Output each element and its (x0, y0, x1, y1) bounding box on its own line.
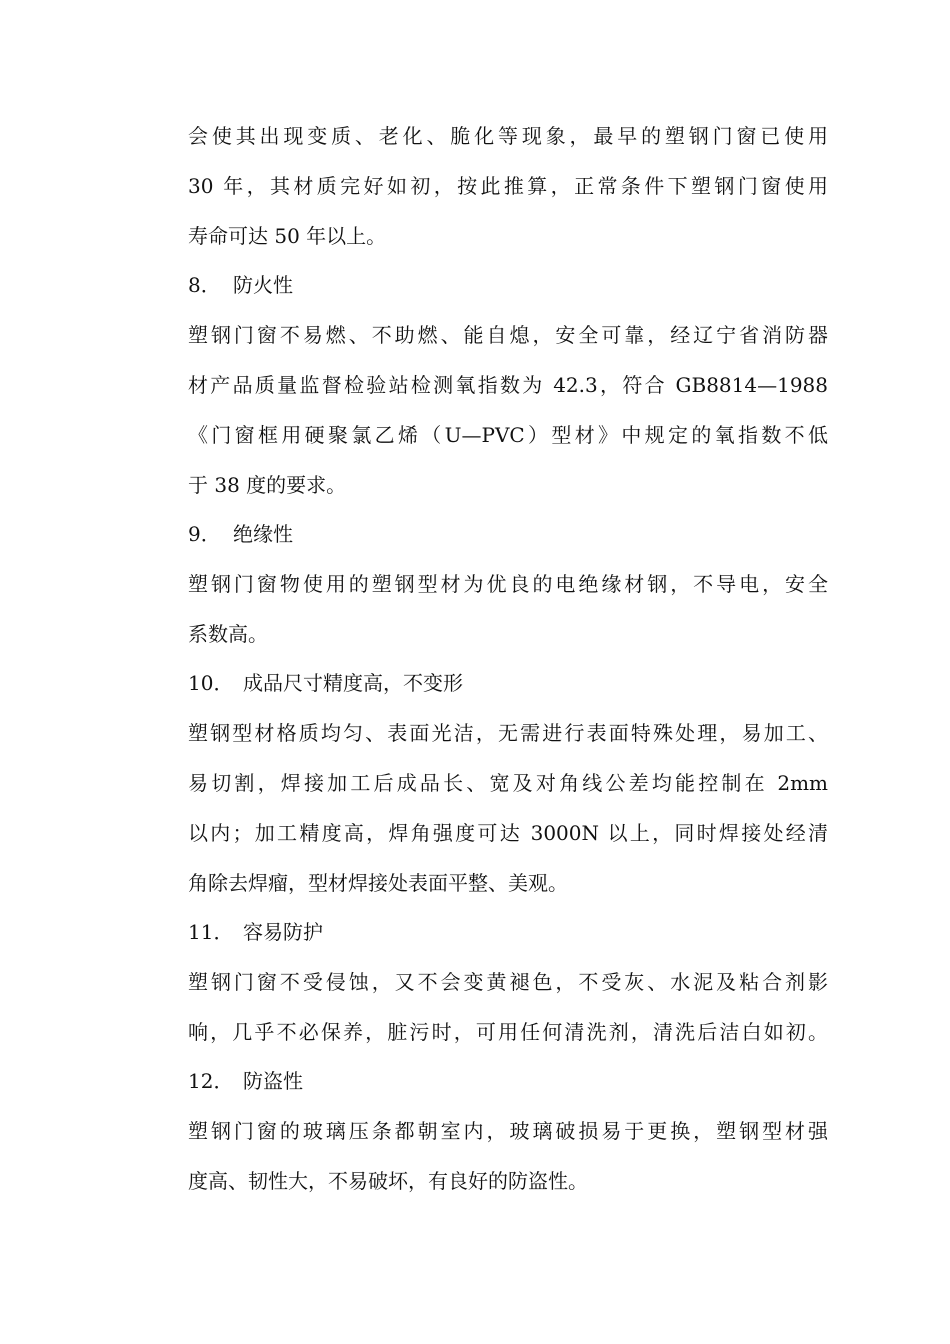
section-title: 防盗性 (243, 1069, 303, 1093)
section-number: 8． (188, 273, 221, 297)
text-line: 于 38 度的要求。 (188, 473, 347, 497)
section-title: 绝缘性 (233, 522, 293, 546)
text-line: 塑钢门窗不易燃、不助燃、能自熄，安全可靠，经辽宁省消防器 (188, 323, 828, 347)
text-line: 响，几乎不必保养，脏污时，可用任何清洗剂，清洗后洁白如初。 (188, 1020, 828, 1044)
text-line: 度高、韧性大，不易破坏，有良好的防盗性。 (188, 1169, 588, 1193)
section-heading (188, 518, 828, 550)
text-line: 材产品质量监督检验站检测氧指数为 42.3，符合 GB8814—1988 (188, 373, 828, 397)
text-line: 以内；加工精度高，焊角强度可达 3000N 以上，同时焊接处经清 (188, 821, 828, 845)
text-line: 塑钢门窗物使用的塑钢型材为优良的电绝缘材钢，不导电，安全 (188, 572, 828, 596)
text-line: 寿命可达 50 年以上。 (188, 224, 387, 248)
text-line: 塑钢门窗的玻璃压条都朝室内，玻璃破损易于更换，塑钢型材强 (188, 1119, 828, 1143)
text-line: 会使其出现变质、老化、脆化等现象，最早的塑钢门窗已使用 (188, 124, 828, 148)
text-line: 30 年，其材质完好如初，按此推算，正常条件下塑钢门窗使用 (188, 174, 828, 198)
section-title: 防火性 (233, 273, 293, 297)
section-number: 9． (188, 522, 221, 546)
text-line: 系数高。 (188, 622, 268, 646)
section-number: 11． (188, 920, 234, 944)
text-line: 塑钢门窗不受侵蚀，又不会变黄褪色，不受灰、水泥及粘合剂影 (188, 970, 828, 994)
section-number: 12． (188, 1069, 234, 1093)
section-heading (188, 269, 828, 301)
text-line: 《门窗框用硬聚氯乙烯（U—PVC）型材》中规定的氧指数不低 (188, 423, 828, 447)
section-title: 容易防护 (243, 920, 323, 944)
section-heading (188, 667, 828, 699)
section-title: 成品尺寸精度高，不变形 (243, 671, 463, 695)
section-number: 10． (188, 671, 234, 695)
text-line: 塑钢型材格质均匀、表面光洁，无需进行表面特殊处理，易加工、 (188, 721, 828, 745)
section-heading (188, 916, 828, 948)
text-line: 角除去焊瘤，型材焊接处表面平整、美观。 (188, 871, 568, 895)
section-heading (188, 1065, 828, 1097)
text-line: 易切割，焊接加工后成品长、宽及对角线公差均能控制在 2mm (188, 771, 828, 795)
